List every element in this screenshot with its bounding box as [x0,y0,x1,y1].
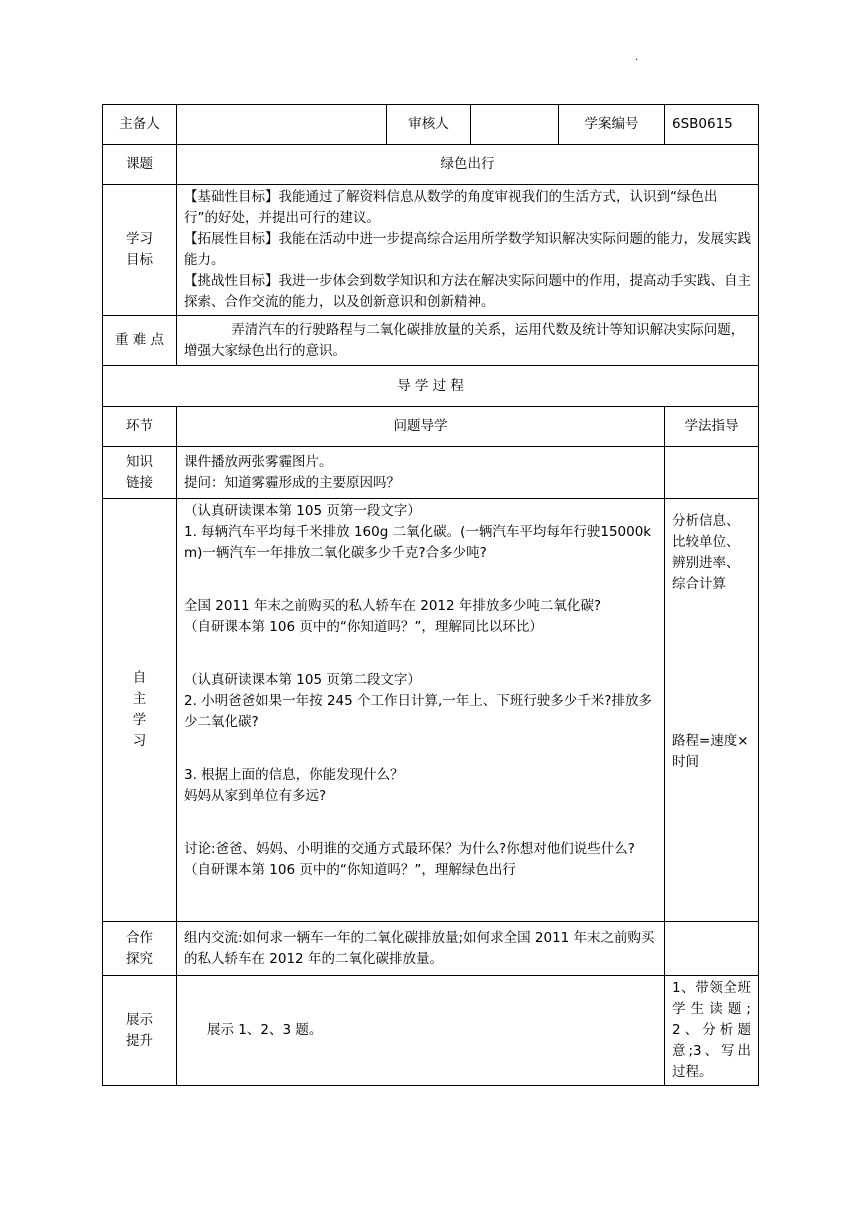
presentation-row [103,976,759,1086]
knowledge-link-line1: 课件播放两张雾霾图片。 [184,453,333,470]
key-points-row [103,316,759,366]
presentation-label-line1: 展示 [126,1011,153,1028]
self-study-question-national: 全国 2011 年末之前购买的私人轿车在 2012 年排放多少吨二氧化碳? [184,598,602,614]
self-study-content [177,499,665,922]
knowledge-link-label [103,447,177,499]
knowledge-link-row [103,447,759,499]
knowledge-link-label-line1: 知识 [126,453,153,470]
cooperation-method [665,922,759,976]
cooperation-text: 组内交流:如何求一辆车一年的二氧化碳排放量;如何求全国 2011 年末之前购买的私人轿车在 2012 年的二氧化碳排放量。 [177,922,665,976]
presentation-method: 1、带领全班学生读题;2、分析题意;3、写出过程。 [665,976,759,1086]
self-study-label-char-4: 习 [132,733,147,749]
preparer-value [177,105,387,145]
self-study-method-1: 分析信息、比较单位、辨别进率、综合计算 [672,513,740,592]
goals-content [177,185,759,316]
knowledge-link-content [177,447,665,499]
self-study-label [103,499,177,922]
cooperation-label [103,922,177,976]
self-study-method [665,499,759,922]
header-row [103,105,759,145]
presentation-label [103,976,177,1086]
key-points-label: 重 难 点 [103,316,177,366]
key-points-text: 弄清汽车的行驶路程与二氧化碳排放量的关系，运用代数及统计等知识解决实际问题，增强大家绿色出行的意识。 [177,316,759,366]
self-study-question-mom: 妈妈从家到单位有多远? [184,788,327,804]
presentation-label-line2: 提升 [126,1032,153,1049]
self-study-label-char-2: 主 [132,691,147,707]
column-stage: 环节 [103,407,177,447]
knowledge-link-label-line2: 链接 [126,474,153,491]
topic-label: 课题 [103,145,177,185]
self-study-discussion: 讨论:爸爸、妈妈、小明谁的交通方式最环保？为什么?你想对他们说些什么?（自研课本第 106 页中的“你知道吗？”，理解绿色出行 [184,841,635,878]
self-study-question-2: 2. 小明爸爸如果一年按 245 个工作日计算,一年上、下班行驶多少千米?排放多少二氧化碳? [184,693,652,730]
self-study-question-3: 3. 根据上面的信息，你能发现什么？ [184,767,404,783]
cooperation-label-line1: 合作 [126,929,153,946]
topic-value: 绿色出行 [177,145,759,185]
presentation-text: 展示 1、2、3 题。 [177,976,665,1086]
reviewer-label: 审核人 [387,105,471,145]
process-title: 导 学 过 程 [103,366,759,407]
self-study-label-char-3: 学 [132,712,147,728]
self-study-read-note-2: （认真研读课本第 105 页第二段文字） [184,672,421,688]
plan-number-label: 学案编号 [559,105,665,145]
column-header-row [103,407,759,447]
knowledge-link-method [665,447,759,499]
plan-number-value: 6SB0615 [665,105,759,145]
column-guide: 问题导学 [177,407,665,447]
goals-label [103,185,177,316]
page-dot-mark: · [635,55,639,66]
knowledge-link-line2: 提问：知道雾霾形成的主要原因吗？ [184,474,400,491]
preparer-label: 主备人 [103,105,177,145]
self-study-question-1: 1. 每辆汽车平均每千米排放 160g 二氧化碳。(一辆汽车平均每年行驶15000km)一辆汽车一年排放二氧化碳多少千克?合多少吨? [184,524,652,561]
goal-challenge: 【挑战性目标】我进一步体会到数学知识和方法在解决实际问题中的作用，提高动手实践、自主探索、合作交流的能力，以及创新意识和创新精神。 [184,273,751,310]
cooperation-label-line2: 探究 [126,950,153,967]
process-title-row [103,366,759,407]
goals-row [103,185,759,316]
goals-label-line2: 目标 [126,252,153,268]
self-study-read-note-1: （认真研读课本第 105 页第一段文字） [184,503,421,519]
goal-extended: 【拓展性目标】我能在活动中进一步提高综合运用所学数学知识解决实际问题的能力，发展实践能力。 [184,231,751,268]
self-study-method-2: 路程=速度×时间 [672,733,749,770]
column-method: 学法指导 [665,407,759,447]
self-study-label-char-1: 自 [132,670,147,686]
goals-label-line1: 学习 [126,231,153,247]
lesson-plan-table [102,104,759,1086]
self-study-row [103,499,759,922]
self-study-textbook-note-1: （自研课本第 106 页中的“你知道吗？”，理解同比以环比） [184,619,543,635]
goal-basic: 【基础性目标】我能通过了解资料信息从数学的角度审视我们的生活方式，认识到“绿色出行”的好处，并提出可行的建议。 [184,189,718,226]
reviewer-value [471,105,559,145]
cooperation-row [103,922,759,976]
topic-row [103,145,759,185]
